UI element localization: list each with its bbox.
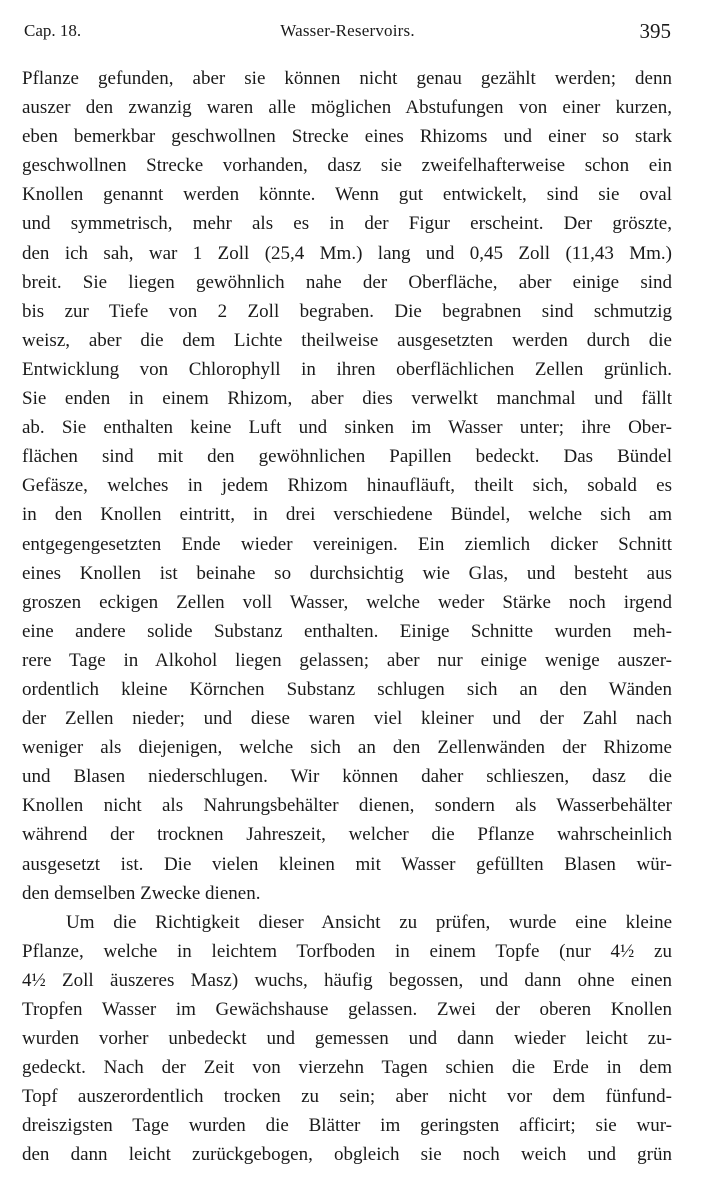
text-line: Knollen nicht als Nahrungsbehälter dienen, sondern als Wasserbehälter bbox=[22, 795, 672, 817]
running-title: Wasser-Reservoirs. bbox=[280, 21, 415, 40]
text-line: Entwicklung von Chlorophyll in ihren oberflächlichen Zellen grünlich. bbox=[22, 358, 672, 380]
text-line: Pflanze gefunden, aber sie können nicht genau gezählt werden; denn bbox=[22, 68, 672, 89]
text-line: wurden vorher unbedeckt und gemessen und dann wieder leicht zu- bbox=[22, 1028, 672, 1050]
text-line: groszen eckigen Zellen voll Wasser, welche weder Stärke noch irgend bbox=[22, 591, 672, 613]
text-line: bis zur Tiefe von 2 Zoll begraben. Die begrabnen sind schmutzig bbox=[22, 300, 672, 322]
text-line: den ich sah, war 1 Zoll (25,4 Mm.) lang und 0,45 Zoll (11,43 Mm.) bbox=[22, 242, 672, 264]
text-line: den dann leicht zurückgebogen, obgleich sie noch weich und grün bbox=[22, 1144, 672, 1166]
text-line: eine andere solide Substanz enthalten. Einige Schnitte wurden meh- bbox=[22, 620, 672, 642]
text-line: Gefäsze, welches in jedem Rhizom hinaufläuft, theilt sich, sobald es bbox=[22, 475, 672, 497]
running-header bbox=[24, 16, 671, 46]
text-line: ausgesetzt ist. Die vielen kleinen mit Wasser gefüllten Blasen wür- bbox=[22, 853, 672, 875]
text-line: breit. Sie liegen gewöhnlich nahe der Oberfläche, aber einige sind bbox=[22, 271, 672, 293]
paragraph-end-line: den demselben Zwecke dienen. bbox=[22, 882, 261, 904]
body-text bbox=[22, 64, 672, 1170]
text-line: weisz, aber die dem Lichte theilweise ausgesetzten werden durch die bbox=[22, 329, 672, 351]
text-line: und symmetrisch, mehr als es in der Figur erscheint. Der gröszte, bbox=[22, 213, 672, 235]
text-line: Pflanze, welche in leichtem Torfboden in einem Topfe (nur 4½ zu bbox=[22, 940, 672, 962]
text-line: Tropfen Wasser im Gewächshause gelassen. Zwei der oberen Knollen bbox=[22, 999, 672, 1020]
text-line: auszer den zwanzig waren alle möglichen Abstufungen von einer kurzen, bbox=[22, 97, 672, 119]
text-line: und Blasen niederschlugen. Wir können daher schlieszen, dasz die bbox=[22, 766, 672, 788]
page-number: 395 bbox=[639, 19, 671, 43]
text-line: Knollen genannt werden könnte. Wenn gut entwickelt, sind sie oval bbox=[22, 184, 672, 206]
text-line: flächen sind mit den gewöhnlichen Papillen bedeckt. Das Bündel bbox=[22, 446, 672, 468]
text-line: in den Knollen eintritt, in drei verschiedene Bündel, welche sich am bbox=[22, 504, 672, 526]
text-line: geschwollnen Strecke vorhanden, dasz sie zweifelhafterweise schon ein bbox=[22, 155, 672, 177]
text-line: der Zellen nieder; und diese waren viel kleiner und der Zahl nach bbox=[22, 708, 672, 730]
text-line: weniger als diejenigen, welche sich an den Zellenwänden der Rhizome bbox=[22, 737, 672, 759]
text-line: gedeckt. Nach der Zeit von vierzehn Tagen schien die Erde in dem bbox=[22, 1057, 672, 1079]
text-line: entgegengesetzten Ende wieder vereinigen. Ein ziemlich dicker Schnitt bbox=[22, 533, 672, 555]
text-line: während der trocknen Jahreszeit, welcher die Pflanze wahrscheinlich bbox=[22, 824, 672, 846]
text-line: Sie enden in einem Rhizom, aber dies verwelkt manchmal und fällt bbox=[22, 388, 672, 410]
chapter-label: Cap. 18. bbox=[24, 21, 82, 40]
text-line: Topf auszerordentlich trocken zu sein; aber nicht vor dem fünfund- bbox=[22, 1086, 672, 1108]
text-line: eben bemerkbar geschwollnen Strecke eines Rhizoms und einer so stark bbox=[22, 126, 672, 148]
text-line: eines Knollen ist beinahe so durchsichtig wie Glas, und besteht aus bbox=[22, 562, 672, 584]
text-line: dreiszigsten Tage wurden die Blätter im geringsten afficirt; sie wur- bbox=[22, 1115, 672, 1137]
text-line: 4½ Zoll äuszeres Masz) wuchs, häufig begossen, und dann ohne einen bbox=[22, 969, 672, 991]
text-line: ab. Sie enthalten keine Luft und sinken im Wasser unter; ihre Ober- bbox=[22, 417, 672, 439]
paragraph-start-line: Um die Richtigkeit dieser Ansicht zu prüfen, wurde eine kleine bbox=[66, 911, 672, 933]
text-line: ordentlich kleine Körnchen Substanz schlugen sich an den Wänden bbox=[22, 678, 672, 700]
text-line: rere Tage in Alkohol liegen gelassen; aber nur einige wenige auszer- bbox=[22, 649, 672, 671]
